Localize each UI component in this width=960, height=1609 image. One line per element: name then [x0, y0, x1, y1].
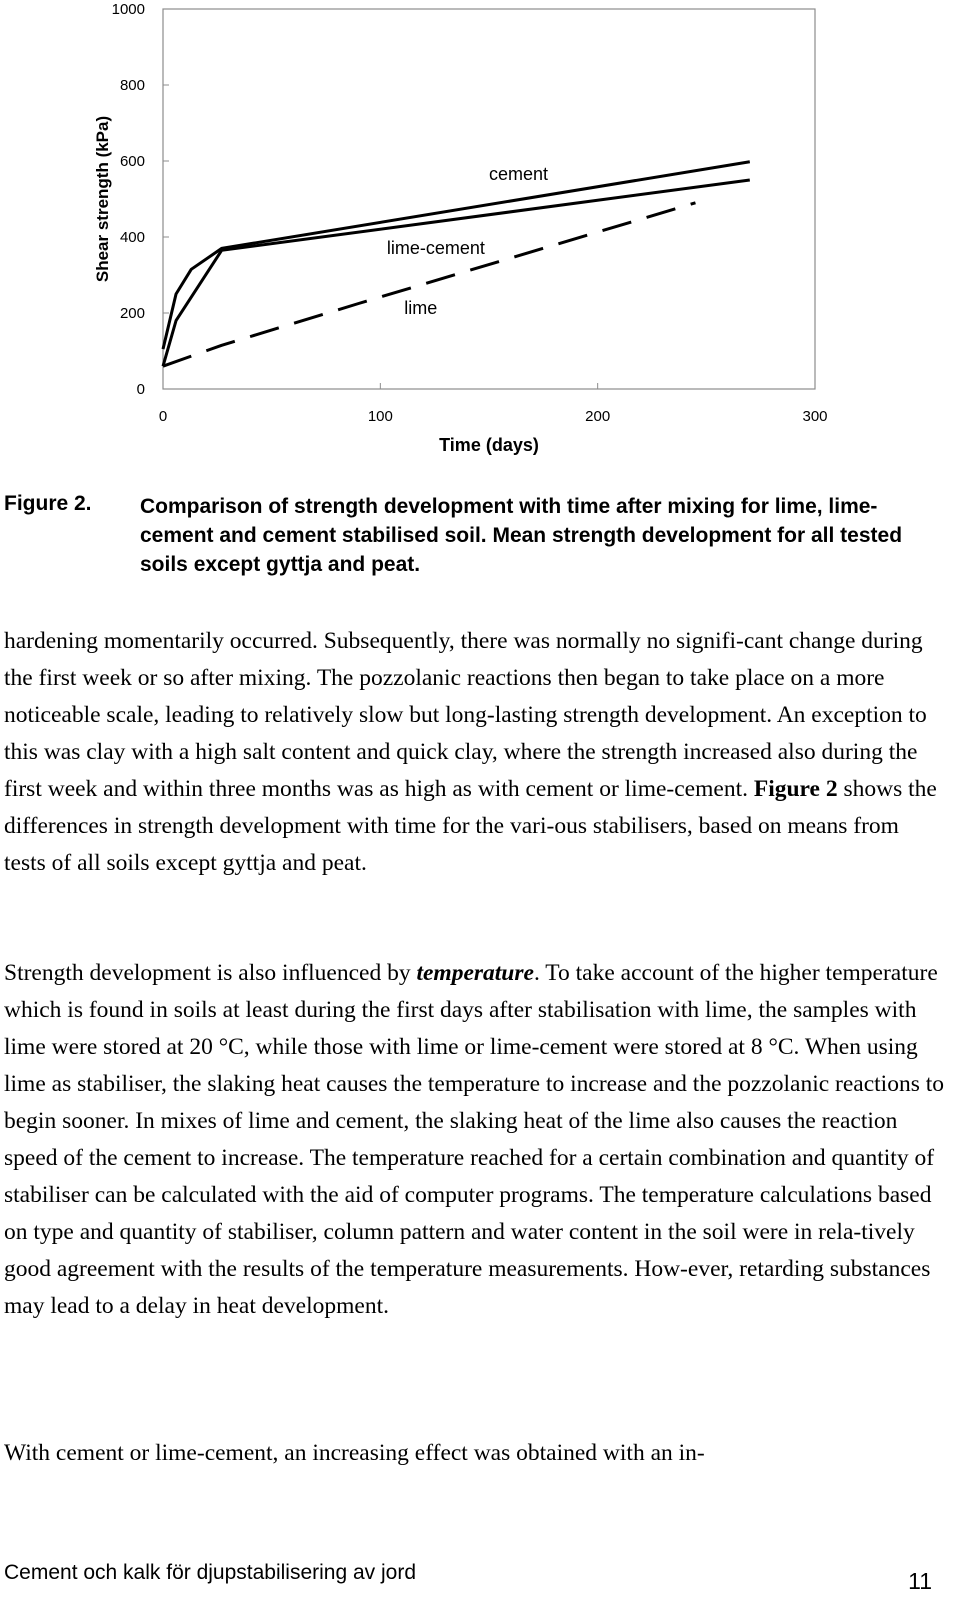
x-tick-label: 300 [802, 408, 828, 425]
text-run: Strength development is also influenced by [4, 960, 417, 986]
text-run: hardening momentarily occurred. Subsequently, there was normally no signifi-cant change during the first week or so after mixing. The pozzolanic reactions then began to take place on a more noticeable scale, leading to relatively slow but long-lasting strength development. An exception to this was clay with a high salt content and quick clay, where the strength increased also during the first week and within three months was as high as with cement or lime-cement. [4, 628, 927, 802]
body-paragraph-1 [4, 623, 944, 882]
figure-caption-text: Comparison of strength development with time after mixing for lime, lime-cement and cement stabilised soil. Mean strength development for all tested soils except gyttja and peat. [140, 495, 903, 576]
x-tick-label: 200 [585, 408, 611, 425]
y-tick-label: 200 [119, 305, 145, 322]
x-axis-label: Time (days) [439, 435, 539, 455]
page-number: 11 [908, 1568, 932, 1594]
emphasis-text: Figure 2 [753, 776, 838, 802]
x-tick-label: 100 [367, 408, 393, 425]
y-tick-label: 400 [119, 229, 145, 246]
text-run: . To take account of the higher temperature which is found in soils at least during the first days after stabilisation with lime, the samples with lime were stored at 20 °C, while those with lime or lime-cement were stored at 8 °C. When using lime as stabiliser, the slaking heat causes the temperature to increase and the pozzolanic reactions to begin sooner. In mixes of lime and cement, the slaking heat of the lime also causes the reaction speed of the cement to increase. The temperature reached for a certain combination and quantity of stabiliser can be calculated with the aid of computer programs. The temperature calculations based on type and quantity of stabiliser, column pattern and water content in the soil were in rela-tively good agreement with the results of the temperature measurements. How-ever, retarding substances may lead to a delay in heat development. [4, 960, 944, 1319]
y-tick-label: 800 [119, 77, 145, 94]
strength-chart [0, 0, 960, 470]
y-tick-label: 0 [136, 381, 145, 398]
text-run: With cement or lime-cement, an increasing effect was obtained with an in- [4, 1440, 705, 1466]
x-tick-label: 0 [158, 408, 168, 425]
series-line-lime-cement [163, 180, 750, 366]
y-tick-label: 1000 [111, 1, 145, 18]
series-annotation: lime [404, 298, 438, 319]
figure-caption-label: Figure 2. [4, 492, 92, 515]
footer-title: Cement och kalk för djupstabilisering av jord [4, 1561, 417, 1584]
series-annotation: lime-cement [386, 238, 485, 259]
body-paragraph-3 [4, 1435, 944, 1472]
series-line-lime [163, 203, 695, 366]
text-run: shows the differences in strength development with time for the vari-ous stabilisers, based on means from tests of all soils except gyttja and peat. [4, 776, 937, 876]
y-axis-label: Shear strength (kPa) [93, 115, 112, 283]
body-paragraph-2 [4, 955, 944, 1325]
series-annotation: cement [489, 164, 549, 184]
y-tick-label: 600 [119, 153, 145, 170]
emphasis-text: temperature [416, 960, 534, 986]
